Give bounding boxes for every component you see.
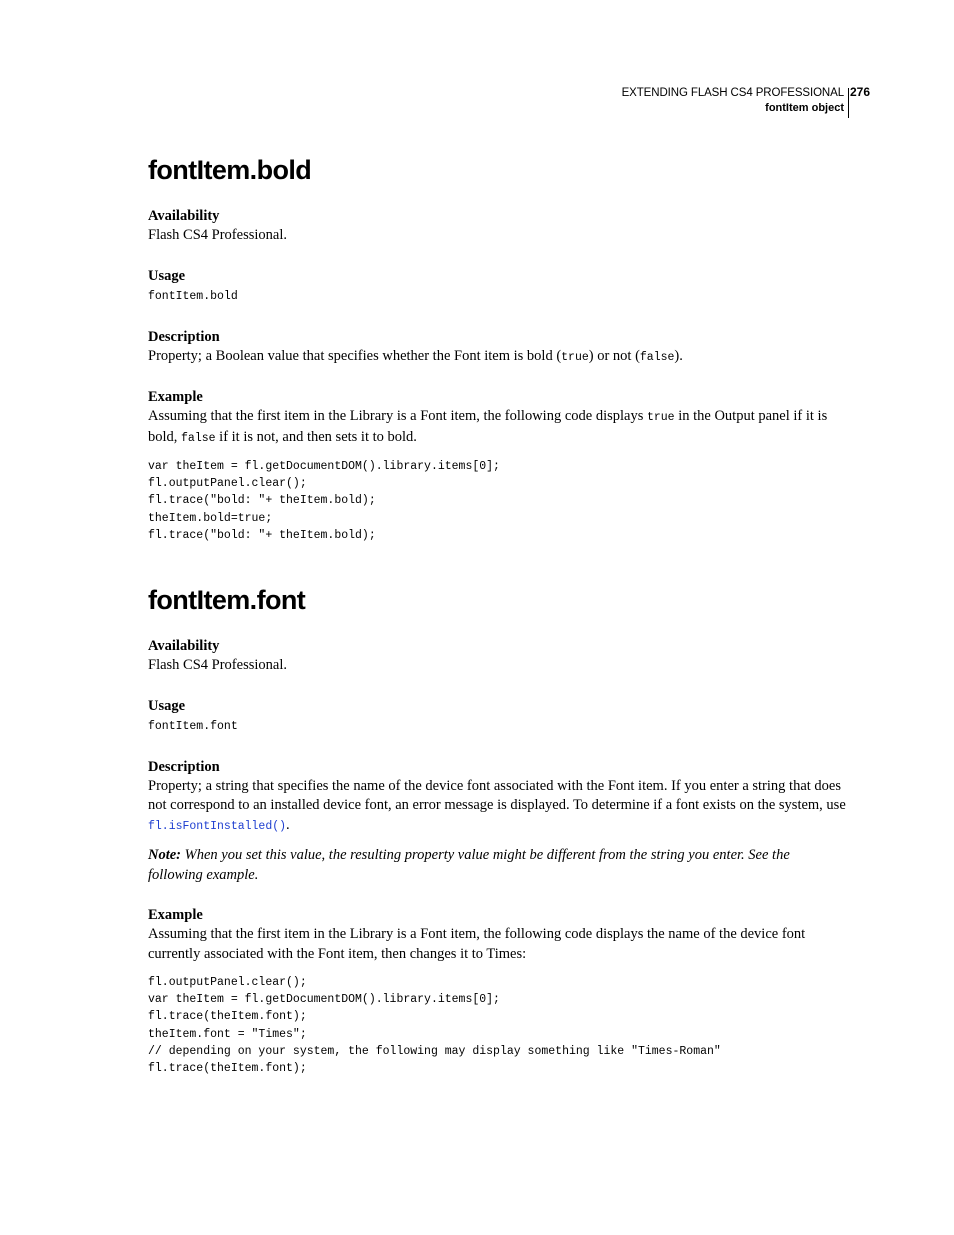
description-text-part: ) or not (	[588, 347, 640, 364]
availability-heading: Availability	[148, 208, 220, 224]
example-text-part: Assuming that the first item in the Library is a Font item, the following code displays	[148, 408, 647, 424]
inline-code-false: false	[181, 431, 216, 445]
inline-code-false: false	[639, 350, 675, 364]
availability-text: Flash CS4 Professional.	[148, 657, 287, 674]
heading-fontitem-font: fontItem.font	[148, 585, 306, 616]
usage-heading: Usage	[148, 267, 186, 284]
availability-heading: Availability	[148, 638, 220, 655]
inline-code-true: true	[561, 350, 589, 364]
page-content	[148, 150, 848, 1097]
example-heading: Example	[148, 907, 203, 924]
example-code-block: var theItem = fl.getDocumentDOM().library.items[0]; fl.outputPanel.clear(); fl.trace("bold: "+ theItem.bold); theItem.bold=true; fl.trace("bold: "+ theItem.bold);	[148, 460, 500, 542]
example-heading: Example	[148, 389, 203, 405]
usage-heading: Usage	[148, 697, 186, 714]
description-heading: Description	[148, 328, 220, 345]
note-body: When you set this value, the resulting property value might be different from the string you enter. See the following example.	[148, 847, 790, 883]
inline-code-true: true	[646, 411, 675, 424]
description-text-part: ).	[674, 347, 683, 364]
example-text	[148, 407, 848, 448]
description-text-part: .	[286, 816, 290, 833]
running-header	[622, 86, 844, 116]
header-title: EXTENDING FLASH CS4 PROFESSIONAL	[621, 87, 844, 99]
heading-fontitem-bold: fontItem.bold	[148, 155, 312, 185]
section-fontitem-bold	[148, 150, 848, 544]
link-fl-isfontinstalled[interactable]: fl.isFontInstalled()	[148, 819, 287, 833]
example-text: Assuming that the first item in the Library is a Font item, the following code displays the name of the device font currently associated with the Font item, then changes it to Times:	[148, 926, 806, 962]
description-text	[148, 777, 848, 837]
example-code-block: fl.outputPanel.clear(); var theItem = fl.getDocumentDOM().library.items[0]; fl.trace(theItem.font); theItem.font = "Times"; // depending on your system, the following may display something like "Times-Roman" fl.trace(theItem.font);	[148, 976, 721, 1076]
page-number: 276	[850, 85, 871, 99]
description-heading: Description	[148, 758, 220, 775]
example-text-part: if it is not, and then sets it to bold.	[215, 428, 417, 445]
note-label: Note:	[148, 847, 182, 864]
usage-code: fontItem.font	[148, 719, 238, 733]
header-divider	[848, 88, 849, 118]
note-text	[148, 846, 848, 885]
usage-code: fontItem.bold	[148, 289, 238, 303]
example-text-part: in the Output panel if it is bold,	[148, 408, 828, 445]
description-text-part: Property; a string that specifies the name of the device font associated with the Font item. If you enter a string that does not correspond to an installed device font, an error message is displayed. To determine if a font exists on the system, use	[148, 777, 846, 814]
header-section: fontItem object	[765, 102, 844, 114]
section-fontitem-font	[148, 580, 848, 1077]
description-text	[148, 347, 848, 368]
availability-text: Flash CS4 Professional.	[148, 227, 287, 243]
description-text-part: Property; a Boolean value that specifies whether the Font item is bold (	[148, 347, 562, 364]
